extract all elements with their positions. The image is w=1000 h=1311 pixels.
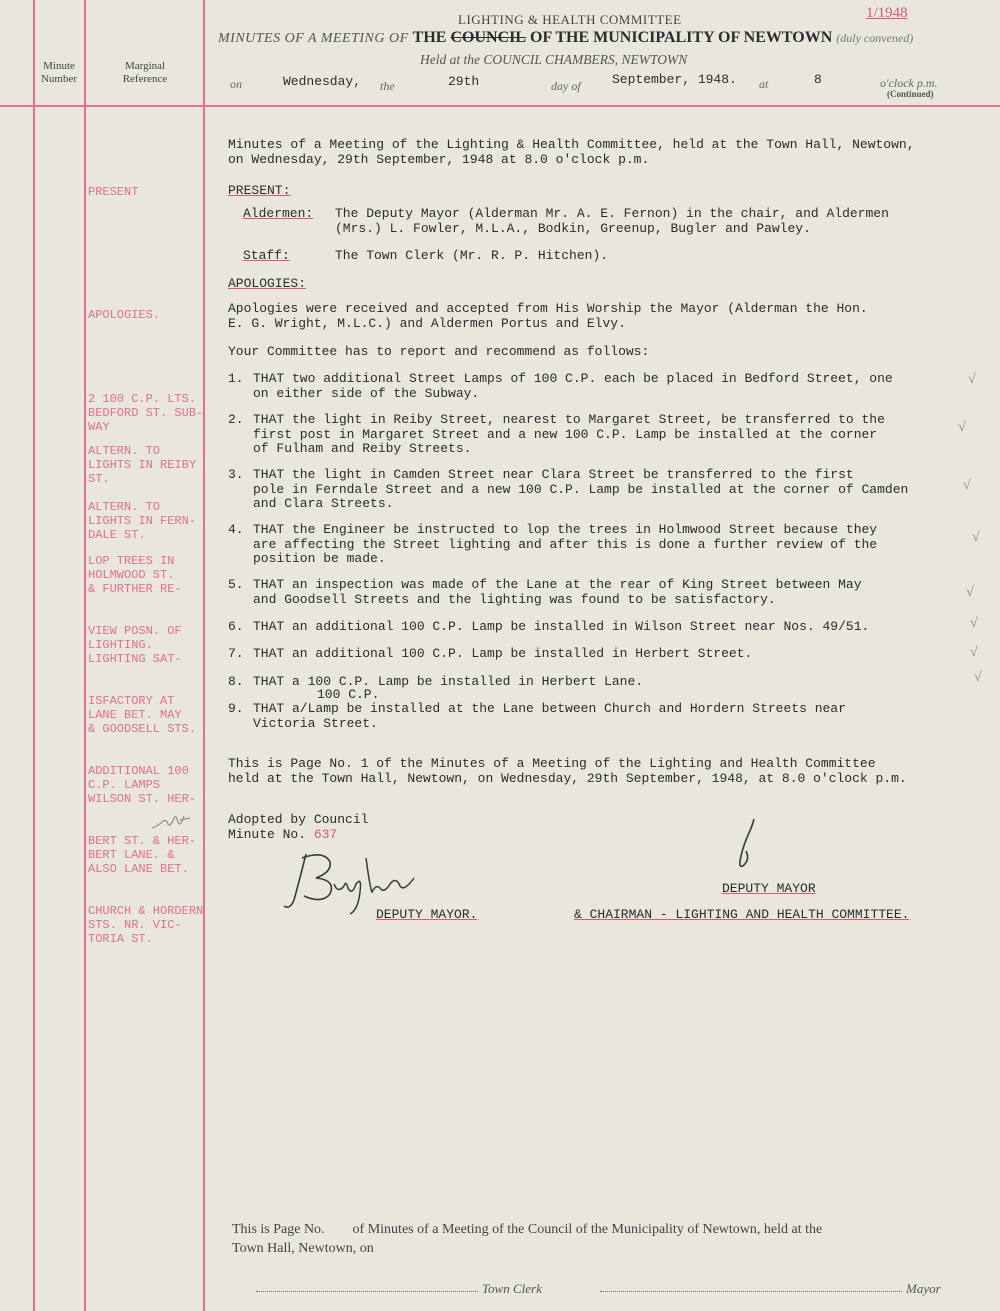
left-rule-2 [84, 0, 86, 1311]
committee-title: LIGHTING & HEALTH COMMITTEE [458, 12, 682, 27]
tick-mark-7: √ [970, 645, 978, 660]
margin-note-present: PRESENT [88, 185, 139, 199]
page-note: This is Page No. 1 of the Minutes of a Meeting of the Lighting and Health Committee held at the Town Hall, Newtown, on Wednesday, 29th September, 1948, at 8.0 o'clock p.m. [228, 756, 907, 786]
mayor-label: Mayor [906, 1281, 941, 1296]
report-intro: Your Committee has to report and recommend as follows: [228, 344, 650, 359]
margin-note-block3: ALTERN. TO LIGHTS IN FERN- DALE ST. [88, 500, 197, 542]
margin-note-block2: ALTERN. TO LIGHTS IN REIBY ST. [88, 444, 197, 486]
tick-mark-1: √ [968, 372, 976, 387]
tick-mark-5: √ [966, 585, 974, 600]
margin-note-block1: 2 100 C.P. LTS. BEDFORD ST. SUB- WAY [88, 392, 204, 434]
top-rule [0, 105, 1000, 107]
item-2: 2. THAT the light in Reiby Street, nearest to Margaret Street, be transferred to the first post in Margaret Street and a new 100 C.P. Lamp be installed at the corner of Fulham and Reiby Streets. [228, 412, 885, 456]
reference-number: 1/1948 [866, 5, 908, 21]
left-rule-1 [33, 0, 35, 1311]
item-8: 8. THAT a 100 C.P. Lamp be installed in Herbert Lane. [228, 674, 644, 689]
date-line: on Wednesday, the 29th day of September, 1948. at 8 o'clock p.m. [230, 72, 938, 93]
continued-label: (Continued) [887, 89, 934, 99]
col-marginal-reference: Marginal Reference [122, 60, 168, 85]
margin-note-apologies: APOLOGIES. [88, 308, 161, 322]
item-9: 9. THAT a/Lamp be installed at the Lane between Church and Hordern Streets near Victoria Street. [228, 701, 846, 731]
item-3: 3. THAT the light in Camden Street near Clara Street be transferred to the first pole in Ferndale Street and a new 100 C.P. Lamp be installed at the corner of Camden and Clara Streets. [228, 467, 909, 511]
tick-mark-4: √ [972, 530, 980, 545]
left-rule-3 [203, 0, 205, 1311]
right-deputy-mayor-title: DEPUTY MAYOR [722, 881, 816, 896]
footer-town-hall-line: Town Hall, Newtown, on [232, 1241, 374, 1256]
chairman-title: & CHAIRMAN - LIGHTING AND HEALTH COMMITTEE. [574, 907, 910, 922]
tick-mark-8: √ [974, 670, 982, 685]
tick-mark-6: √ [970, 616, 978, 631]
apologies-heading: APOLOGIES: [228, 276, 307, 291]
adopted-by-council: Adopted by Council Minute No. 637 [228, 812, 369, 842]
left-deputy-mayor-title: DEPUTY MAYOR. [376, 907, 478, 922]
staff-label: Staff: [243, 248, 290, 263]
aldermen-text: The Deputy Mayor (Alderman Mr. A. E. Fernon) in the chair, and Aldermen (Mrs.) L. Fowler, M.L.A., Bodkin, Greenup, Bugler and Pawley. [335, 206, 889, 236]
tick-mark-2: √ [958, 420, 966, 435]
pencil-initials [150, 808, 200, 838]
col-minute-number: Minute Number [40, 60, 78, 85]
held-at-line: Held at the COUNCIL CHAMBERS, NEWTOWN [420, 52, 688, 67]
present-heading: PRESENT: [228, 183, 291, 198]
item-6: 6. THAT an additional 100 C.P. Lamp be installed in Wilson Street near Nos. 49/51. [228, 619, 870, 634]
mayor-dotted-line [600, 1291, 902, 1292]
aldermen-label: Aldermen: [243, 206, 314, 221]
margin-note-block4: LOP TREES IN HOLMWOOD ST. & FURTHER RE- VIEW POSN. OF LIGHTING. LIGHTING SAT- ISFACTORY AT LANE BET. MAY & GOODSELL STS. ADDITIONAL 100 C.P. LAMPS WILSON ST. HER- BERT ST. & HER- BERT LANE. & ALSO LANE BET. CHURCH & HORDERN STS. NR. VIC- TORIA ST. [88, 554, 204, 946]
item-1: 1. THAT two additional Street Lamps of 100 C.P. each be placed in Bedford Street, one on either side of the Subway. [228, 371, 893, 401]
intro-paragraph: Minutes of a Meeting of the Lighting & Health Committee, held at the Town Hall, Newtown, on Wednesday, 29th September, 1948 at 8.0 o'clock p.m. [228, 137, 915, 167]
footer-page-line: This is Page No. of Minutes of a Meeting of the Council of the Municipality of Newtown, held at the [232, 1222, 823, 1237]
staff-text: The Town Clerk (Mr. R. P. Hitchen). [335, 248, 609, 263]
item-7: 7. THAT an additional 100 C.P. Lamp be installed in Herbert Street. [228, 646, 753, 661]
item-9-insert: 100 C.P. [317, 687, 380, 702]
item-4: 4. THAT the Engineer be instructed to lop the trees in Holmwood Street because they are affecting the Street lighting and after this is done a further review of the position be made. [228, 522, 878, 566]
minutes-heading: MINUTES OF A MEETING OF THE COUNCIL OF THE MUNICIPALITY OF NEWTOWN (duly convened) [218, 29, 914, 46]
right-signature [724, 815, 764, 879]
tick-mark-3: √ [963, 478, 971, 493]
apologies-text: Apologies were received and accepted from His Worship the Mayor (Alderman the Hon. E. G. Wright, M.L.C.) and Aldermen Portus and Elvy. [228, 301, 868, 331]
item-5: 5. THAT an inspection was made of the Lane at the rear of King Street between May and Goodsell Streets and the lighting was found to be satisfactory. [228, 577, 862, 607]
town-clerk-label: Town Clerk [482, 1281, 542, 1296]
town-clerk-dotted-line [256, 1291, 478, 1292]
